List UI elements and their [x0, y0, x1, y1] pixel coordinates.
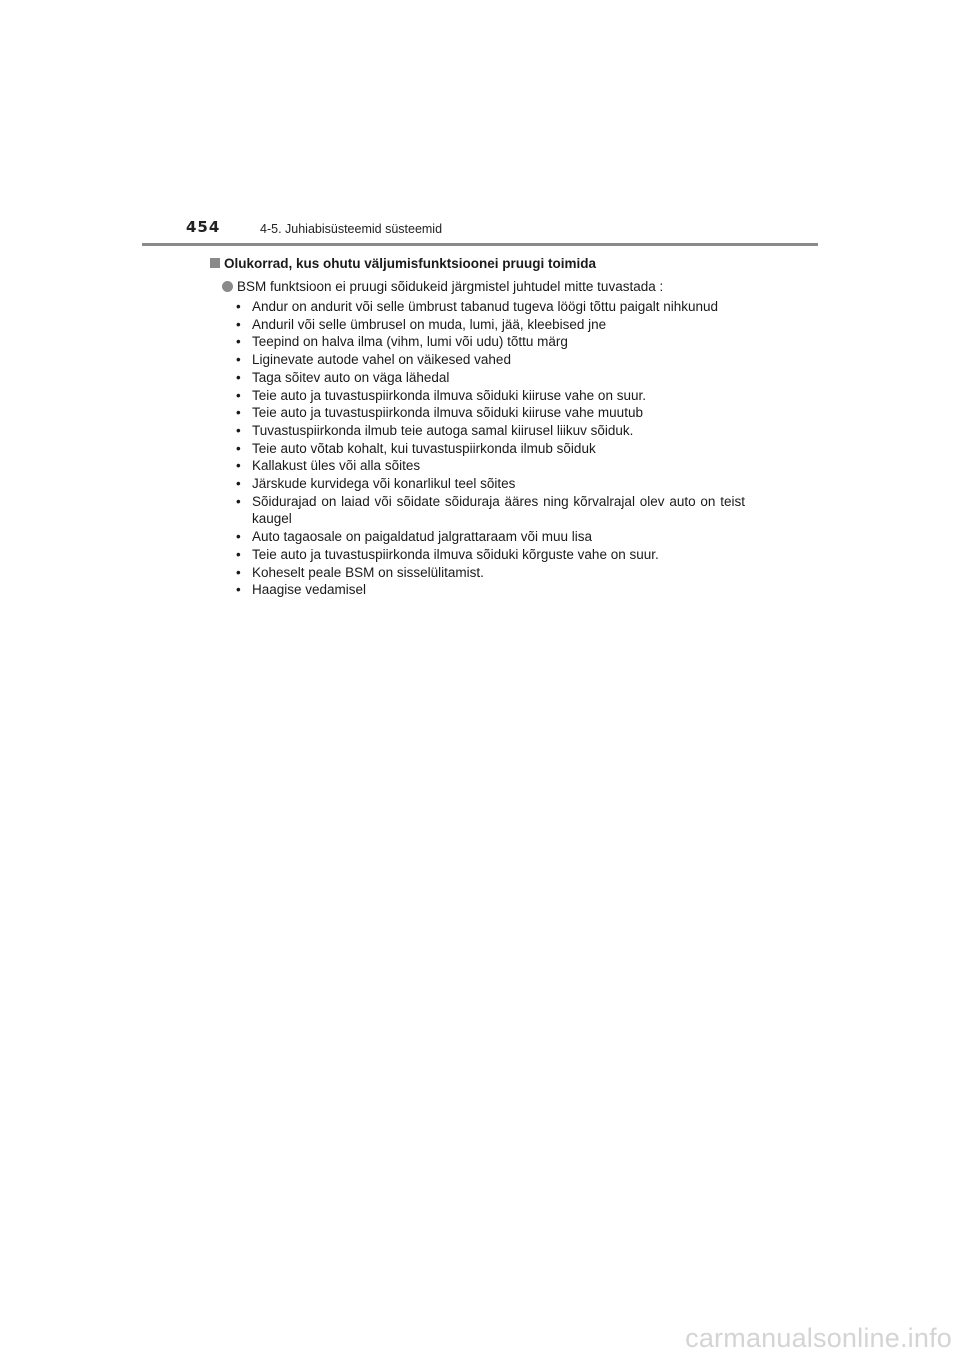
- list-item: • Andur on andurit või selle ümbrust tabanud tugeva löögi tõttu paigalt nihkunud: [236, 298, 745, 316]
- list-item: • Teie auto võtab kohalt, kui tuvastuspiirkonda ilmub sõiduk: [236, 440, 745, 458]
- intro-text: BSM funktsioon ei pruugi sõidukeid järgmistel juhtudel mitte tuvastada :: [237, 279, 664, 294]
- list-item: • Koheselt peale BSM on sisselülitamist.: [236, 564, 745, 582]
- condition-list: [236, 298, 745, 599]
- section-heading-text: Olukorrad, kus ohutu väljumisfunktsioonei pruugi toimida: [224, 256, 597, 271]
- section-heading: [210, 256, 596, 271]
- list-item: • Teie auto ja tuvastuspiirkonda ilmuva sõiduki kõrguste vahe on suur.: [236, 546, 745, 564]
- square-bullet-icon: [210, 258, 220, 268]
- list-item: • Auto tagaosale on paigaldatud jalgrattaraam või muu lisa: [236, 528, 745, 546]
- list-item: • Anduril või selle ümbrusel on muda, lumi, jää, kleebised jne: [236, 316, 745, 334]
- list-item: • Liginevate autode vahel on väikesed vahed: [236, 351, 745, 369]
- intro-paragraph: [222, 279, 663, 294]
- list-item: • Teie auto ja tuvastuspiirkonda ilmuva sõiduki kiiruse vahe on suur.: [236, 387, 745, 405]
- header-divider: [142, 243, 818, 246]
- list-item: • Kallakust üles või alla sõites: [236, 457, 745, 475]
- section-title: 4-5. Juhiabisüsteemid süsteemid: [260, 222, 443, 236]
- list-item: • Teie auto ja tuvastuspiirkonda ilmuva sõiduki kiiruse vahe muutub: [236, 404, 745, 422]
- circle-bullet-icon: [222, 281, 233, 292]
- list-item: • Sõidurajad on laiad või sõidate sõiduraja ääres ning kõrvalrajal olev auto on teist kaugel: [236, 493, 745, 528]
- list-item: • Teepind on halva ilma (vihm, lumi või udu) tõttu märg: [236, 333, 745, 351]
- list-item: • Haagise vedamisel: [236, 581, 745, 599]
- watermark-text: carmanualsonline.info: [685, 1323, 952, 1353]
- list-item: • Järskude kurvidega või konarlikul teel sõites: [236, 475, 745, 493]
- list-item: • Tuvastuspiirkonda ilmub teie autoga samal kiirusel liikuv sõiduk.: [236, 422, 745, 440]
- page-number: 454: [186, 218, 221, 236]
- list-item: • Taga sõitev auto on väga lähedal: [236, 369, 745, 387]
